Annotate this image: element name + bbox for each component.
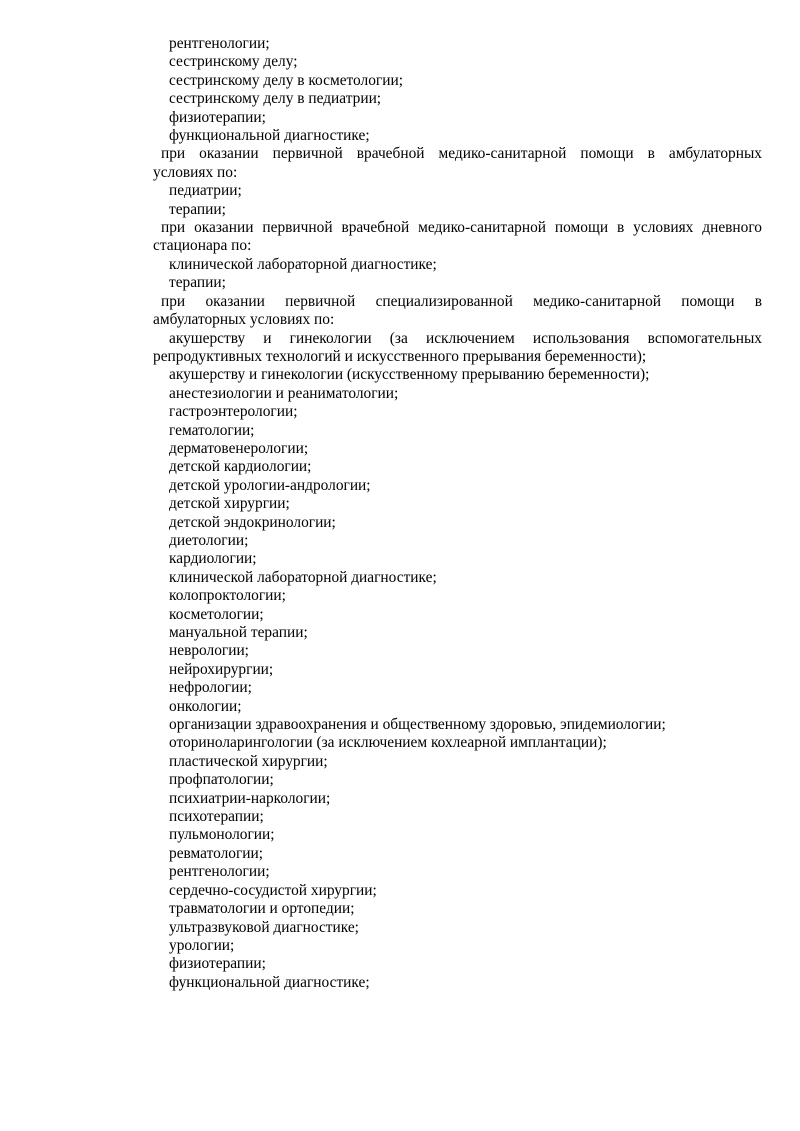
list-item: косметологии; (169, 605, 264, 623)
list-item: акушерству и гинекологии (за исключением использования вспомогательных (169, 329, 762, 347)
list-item: травматологии и ортопедии; (169, 900, 355, 918)
paragraph-line: при оказании первичной специализированной медико-санитарной помощи в (161, 292, 762, 310)
list-item: профпатологии; (169, 771, 274, 789)
list-item: психиатрии-наркологии; (169, 789, 331, 807)
list-item: сестринскому делу в косметологии; (169, 71, 403, 89)
paragraph-line: стационара по: (153, 237, 252, 255)
list-item: пульмонологии; (169, 826, 275, 844)
list-item: диетологии; (169, 531, 249, 549)
list-item: нефрологии; (169, 679, 252, 697)
list-item: клинической лабораторной диагностике; (169, 568, 437, 586)
list-item: физиотерапии; (169, 955, 266, 973)
list-item: детской кардиологии; (169, 458, 312, 476)
paragraph-line: при оказании первичной врачебной медико-санитарной помощи в амбулаторных (161, 145, 762, 163)
list-item: клинической лабораторной диагностике; (169, 255, 437, 273)
list-item: дерматовенерологии; (169, 439, 309, 457)
list-item: терапии; (169, 200, 226, 218)
list-item: колопроктологии; (169, 587, 286, 605)
document-body (153, 35, 762, 992)
paragraph-line: при оказании первичной врачебной медико-санитарной помощи в условиях дневного (161, 219, 762, 237)
list-item: неврологии; (169, 642, 249, 660)
list-item: гастроэнтерологии; (169, 403, 298, 421)
list-item: гематологии; (169, 421, 255, 439)
list-item: детской урологии-андрологии; (169, 476, 371, 494)
list-item: детской хирургии; (169, 495, 290, 513)
list-item: онкологии; (169, 697, 242, 715)
list-item: функциональной диагностике; (169, 973, 370, 991)
list-item: мануальной терапии; (169, 624, 308, 641)
list-item: акушерству и гинекологии (искусственному прерыванию беременности); (169, 366, 650, 384)
list-item: кардиологии; (169, 550, 257, 568)
list-item: организации здравоохранения и общественному здоровью, эпидемиологии; (169, 716, 666, 734)
list-item: терапии; (169, 274, 226, 292)
list-item: психотерапии; (169, 808, 264, 826)
list-item: педиатрии; (169, 182, 242, 200)
list-item: урологии; (169, 936, 235, 954)
list-item: детской эндокринологии; (169, 513, 336, 531)
list-item: нейрохирургии; (169, 660, 274, 678)
list-item: ультразвуковой диагностике; (169, 918, 359, 936)
list-item: пластической хирургии; (169, 752, 328, 770)
list-item: оториноларингологии (за исключением кохлеарной имплантации); (169, 734, 607, 752)
list-item: функциональной диагностике; (169, 127, 370, 145)
paragraph-line: амбулаторных условиях по: (153, 311, 335, 329)
paragraph-line: условиях по: (153, 163, 238, 181)
list-item: рентгенологии; (169, 35, 270, 52)
list-item: физиотерапии; (169, 108, 266, 126)
list-item: сестринскому делу; (169, 53, 298, 71)
list-item: рентгенологии; (169, 863, 270, 881)
list-item: анестезиологии и реаниматологии; (169, 384, 399, 402)
paragraph-line: репродуктивных технологий и искусственного прерывания беременности); (153, 347, 647, 365)
list-item: сердечно-сосудистой хирургии; (169, 881, 377, 899)
list-item: сестринскому делу в педиатрии; (169, 90, 382, 108)
list-item: ревматологии; (169, 844, 264, 862)
